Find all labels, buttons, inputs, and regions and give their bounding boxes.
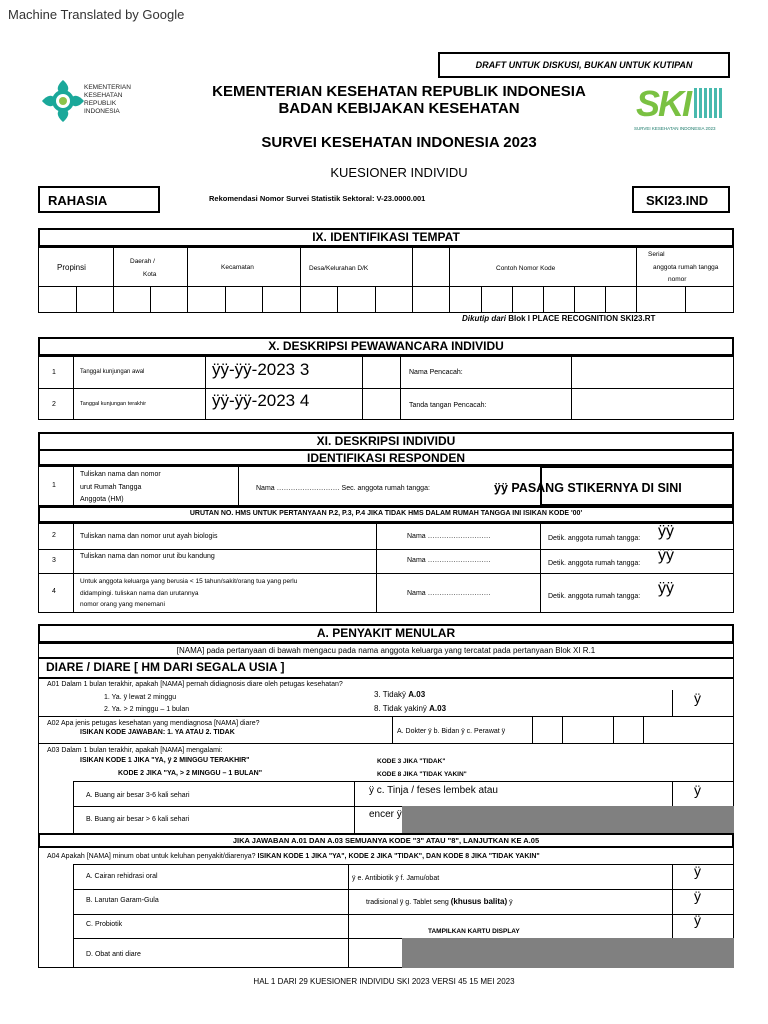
a01-opt1: 1. Ya. ÿ lewat 2 minggu	[104, 694, 177, 701]
xi-r3-label: Tuliskan nama dan nomor urut ibu kandung	[80, 553, 215, 560]
draft-note-box	[438, 52, 730, 78]
serial-label: Serial	[648, 251, 665, 258]
a03-shaded-cell	[402, 806, 734, 833]
kota-label: Kota	[143, 271, 157, 278]
a02-options: A. Dokter ÿ b. Bidan ÿ c. Perawat ÿ	[397, 728, 506, 735]
logo-line4: INDONESIA	[84, 108, 120, 115]
kecamatan-label: Kecamatan	[221, 264, 254, 271]
xi-r4-nama: Nama ………………………	[407, 590, 491, 597]
xi-r2-label: Tuliskan nama dan nomor urut ayah biologis	[80, 533, 218, 540]
a01-answer[interactable]: ÿ	[694, 690, 701, 706]
x-r2-no: 2	[52, 401, 56, 408]
xi-r1-no: 1	[52, 482, 56, 489]
logo-line1: KEMENTERIAN	[84, 84, 131, 91]
xi-r1-label: Tuliskan nama dan nomor urut Rumah Tangga Anggota (HM)	[80, 471, 161, 503]
section-a-note: [NAMA] pada pertanyaan di bawah mengacu pada nama anggota keluarga yang tercatat pada pertanyaan Blok XI R.1	[176, 646, 596, 655]
xi-r4-label: Untuk anggota keluarga yang berusia < 15 tahun/sakit/orang tua yang perlu didampingi. tuliskan nama dan urutannya nomor orang yang menemani	[80, 578, 298, 608]
a04-opt-e: ÿ e. Antibiotik ÿ f. Jamu/obat	[352, 875, 440, 882]
kemenkes-logo-icon	[40, 76, 86, 126]
serial-member-label: anggota rumah tangga	[653, 264, 719, 271]
a04-opt-a: A. Cairan rehidrasi oral	[86, 873, 158, 880]
a02-isikan: ISIKAN KODE JAWABAN: 1. YA ATAU 2. TIDAK	[80, 729, 235, 736]
x-r2-right: Tanda tangan Pencacah:	[409, 402, 487, 409]
a03-kode8: KODE 8 JIKA "TIDAK YAKIN"	[377, 771, 467, 778]
x-r1-value[interactable]: ÿÿ-ÿÿ-2023 3	[212, 360, 310, 379]
x-r2-label: Tanggal kunjungan terakhir	[80, 401, 147, 407]
title-agency: BADAN KEBIJAKAN KESEHATAN	[278, 100, 520, 117]
section-xi-header	[38, 432, 734, 466]
xi-r3-nama: Nama ………………………	[407, 557, 491, 564]
jika-text: JIKA JAWABAN A.01 DAN A.03 SEMUANYA KODE "3" ATAU "8", LANJUTKAN KE A.05	[232, 836, 540, 845]
contoh-label: Contoh Nomor Kode	[496, 265, 556, 272]
x-r1-no: 1	[52, 369, 56, 376]
daerah-label: Daerah /	[130, 258, 155, 265]
section-ix-header: IX. IDENTIFIKASI TEMPAT	[38, 228, 734, 247]
section-ix-table	[38, 247, 734, 313]
rahasia-label: RAHASIA	[48, 193, 108, 208]
a04-question: A04 Apakah [NAMA] minum obat untuk keluhan penyakit/diarenya? ISIKAN KODE 1 JIKA "YA", KODE 2 JIKA "TIDAK", DAN KODE 8 JIKA "TIDAK YAKIN"	[47, 853, 540, 860]
a04-shaded-cell	[402, 938, 734, 968]
code-box	[632, 186, 730, 213]
ski-logo-dots-icon	[694, 88, 722, 118]
section-xi-title: XI. DESKRIPSI INDIVIDU	[316, 434, 456, 448]
a03-answer-c[interactable]: ÿ	[694, 782, 701, 798]
a04-opt-d: D. Obat anti diare	[86, 951, 141, 958]
x-r1-label: Tanggal kunjungan awal	[80, 369, 145, 375]
a04-answer-2[interactable]: ÿ	[694, 888, 701, 904]
logo-line3: REPUBLIK	[84, 100, 117, 107]
x-r2-value[interactable]: ÿÿ-ÿÿ-2023 4	[212, 391, 310, 410]
a03-opt-c2: encer ÿ	[369, 809, 402, 820]
xi-r4-no: 4	[52, 588, 56, 595]
a01-opt3: 3. Tidakÿ A.03	[374, 690, 426, 699]
xi-r2-yy[interactable]: ÿÿ	[658, 523, 674, 540]
section-xi-subtitle: IDENTIFIKASI RESPONDEN	[40, 449, 732, 466]
a04-opt-b: B. Larutan Garam-Gula	[86, 897, 159, 904]
a03-kode2: KODE 2 JIKA "YA, > 2 MINGGU – 1 BULAN"	[118, 770, 263, 777]
urutan-bar	[38, 506, 734, 523]
section-a-subtitle: DIARE / DIARE [ HM DARI SEGALA USIA ]	[46, 660, 285, 674]
title-ministry: KEMENTERIAN KESEHATAN REPUBLIK INDONESIA	[212, 83, 586, 100]
a01-question: A01 Dalam 1 bulan terakhir, apakah [NAMA] pernah didiagnosis diare oleh petugas kesehatan?	[47, 681, 343, 688]
a01-opt2: 2. Ya. > 2 minggu – 1 bulan	[104, 706, 190, 713]
a02-question: A02 Apa jenis petugas kesehatan yang mendiagnosa [NAMA] diare?	[47, 720, 260, 727]
urutan-text: URUTAN NO. HMS UNTUK PERTANYAAN P.2, P.3, P.4 JIKA TIDAK HMS DALAM RUMAH TANGGA INI ISIKAN KODE '00'	[189, 510, 583, 517]
ski-logo	[634, 84, 726, 136]
a04-opt-c: C. Probiotik	[86, 921, 123, 928]
title-questionnaire: KUESIONER INDIVIDU	[330, 165, 468, 180]
machine-translation-banner: Machine Translated by Google	[8, 7, 185, 22]
serial-nomor-label: nomor	[668, 276, 687, 283]
page-footer: HAL 1 DARI 29 KUESIONER INDIVIDU SKI 2023 VERSI 45 15 MEI 2023	[253, 977, 515, 986]
a03-opt-b: B. Buang air besar > 6 kali sehari	[86, 816, 190, 823]
xi-r2-no: 2	[52, 532, 56, 539]
a04-opt-f: tradisional ÿ g. Tablet seng (khusus balita) ÿ	[366, 897, 513, 906]
xi-r3-yy[interactable]: ÿÿ	[658, 547, 674, 564]
rekomendasi-text: Rekomendasi Nomor Survei Statistik Sektoral: V-23.0000.001	[209, 194, 426, 203]
title-survey: SURVEI KESEHATAN INDONESIA 2023	[261, 134, 537, 151]
desa-label: Desa/Kelurahan D/K	[309, 265, 369, 272]
xi-r3-no: 3	[52, 557, 56, 564]
a04-answer-1[interactable]: ÿ	[694, 863, 701, 879]
xi-r1-nama: Nama ……………………… Sec. anggota rumah tangga:	[256, 485, 430, 492]
x-r1-right: Nama Pencacah:	[409, 369, 463, 376]
code-label: SKI23.IND	[646, 193, 709, 208]
rahasia-box	[38, 186, 160, 213]
xi-r4-detik: Detik. anggota rumah tangga:	[548, 593, 641, 600]
a03-question: A03 Dalam 1 bulan terakhir, apakah [NAMA] mengalami:	[47, 747, 223, 754]
sticker-label: ÿÿ PASANG STIKERNYA DI SINI	[494, 481, 682, 495]
section-x-header: X. DESKRIPSI PEWAWANCARA INDIVIDU	[38, 337, 734, 356]
jika-bar	[38, 833, 734, 848]
a03-kode1: ISIKAN KODE 1 JIKA "YA, ÿ 2 MINGGU TERAKHIR"	[80, 757, 250, 764]
a03-opt-a: A. Buang air besar 3-6 kali sehari	[86, 792, 190, 799]
propinsi-label: Propinsi	[57, 263, 86, 272]
xi-r2-nama: Nama ………………………	[407, 533, 491, 540]
a03-kode3: KODE 3 JIKA "TIDAK"	[377, 758, 446, 765]
draft-note: DRAFT UNTUK DISKUSI, BUKAN UNTUK KUTIPAN	[475, 60, 693, 70]
a01-opt8: 8. Tidak yakinÿ A.03	[374, 704, 447, 713]
ski-logo-caption: SURVEI KESEHATAN INDONESIA 2023	[634, 126, 716, 131]
kemenkes-logo	[40, 76, 150, 128]
xi-r2-detik: Detik. anggota rumah tangga:	[548, 535, 641, 542]
dikutip-note: Dikutip dari Blok I PLACE RECOGNITION SKI23.RT	[462, 314, 656, 323]
a03-opt-c1: ÿ c. Tinja / feses lembek atau	[369, 785, 498, 796]
section-a-header: A. PENYAKIT MENULAR	[38, 624, 734, 643]
xi-r4-yy[interactable]: ÿÿ	[658, 580, 674, 597]
a04-answer-3[interactable]: ÿ	[694, 912, 701, 928]
tampilkan-text: TAMPILKAN KARTU DISPLAY	[428, 928, 520, 935]
xi-r3-detik: Detik. anggota rumah tangga:	[548, 560, 641, 567]
ski-logo-mark: SKI	[636, 83, 691, 124]
logo-line2: KESEHATAN	[84, 92, 123, 99]
